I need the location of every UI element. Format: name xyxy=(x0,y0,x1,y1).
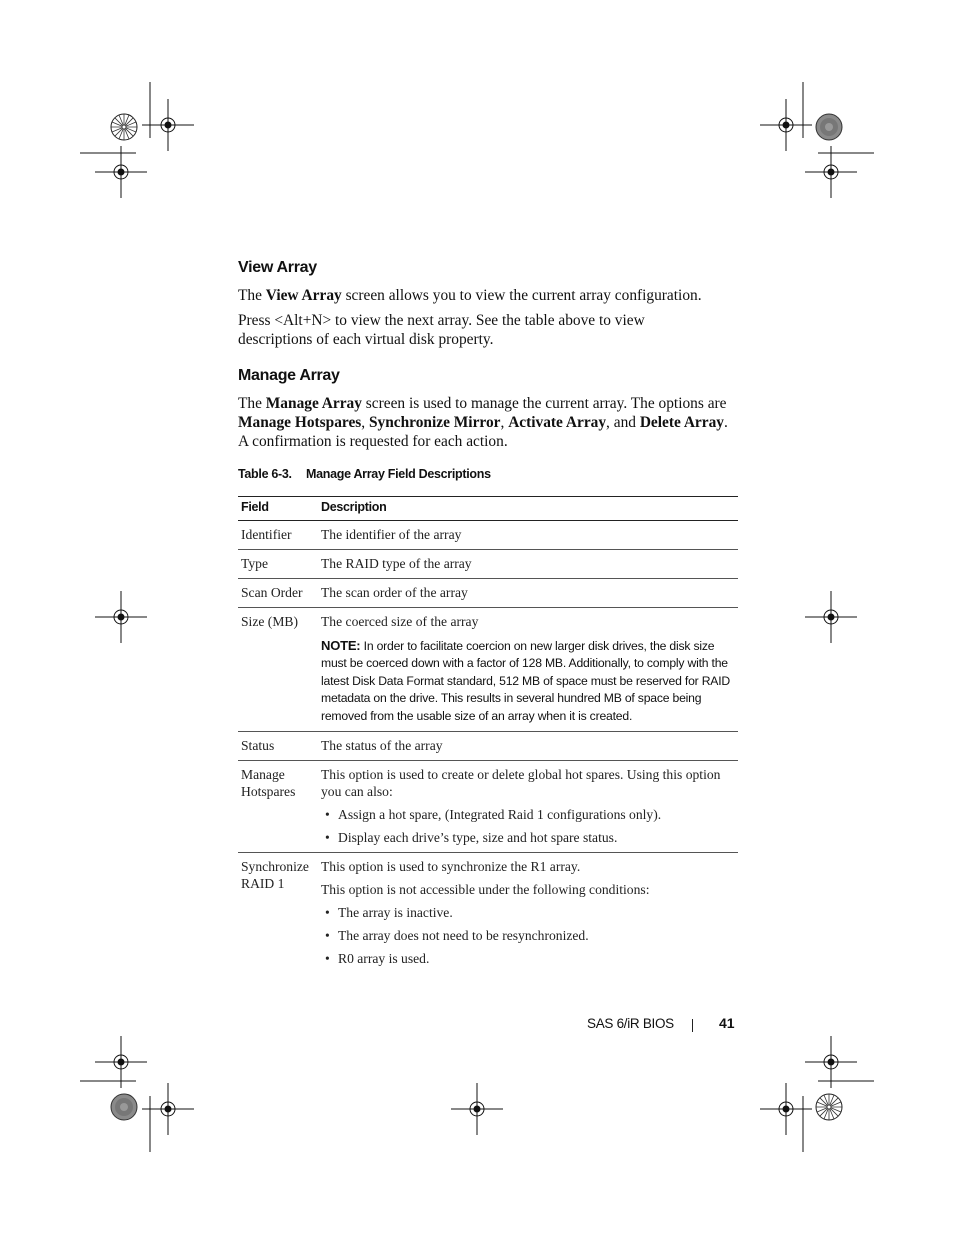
sync-conditions-intro: This option is not accessible under the following conditions: xyxy=(321,882,650,898)
size-description: The coerced size of the array xyxy=(321,614,479,629)
list-item: • The array does not need to be resynchronized. xyxy=(321,927,735,944)
row-field-status: Status xyxy=(238,732,318,761)
row-field-identifier: Identifier xyxy=(238,521,318,550)
table-row xyxy=(238,550,738,579)
row-desc-scan-order: The scan order of the array xyxy=(318,579,738,608)
view-array-heading: View Array xyxy=(238,259,317,276)
size-note xyxy=(321,637,735,725)
row-desc-identifier: The identifier of the array xyxy=(318,521,738,550)
table-caption: Table 6-3. Manage Array Field Descriptions xyxy=(238,467,491,481)
row-field-size: Size (MB) xyxy=(238,608,318,732)
hotspares-description: This option is used to create or delete global hot spares. Using this option you can also: xyxy=(321,767,721,800)
row-desc-synchronize-raid1 xyxy=(318,853,738,980)
table-row xyxy=(238,608,738,732)
row-field-scan-order: Scan Order xyxy=(238,579,318,608)
note-text: In order to facilitate coercion on new larger disk drives, the disk size must be coerced down with a factor of 128 MB. Additionally, to comply with the latest Disk Data Format standard, 512 MB of space must be reserved for RAID metadata on the drive. This results in several hundred MB of space being removed from the usable size of an array when it is created. xyxy=(321,639,731,723)
footer-book-title: SAS 6/iR BIOS xyxy=(587,1016,674,1031)
sync-description: This option is used to synchronize the R1 array. xyxy=(321,859,581,875)
hotspares-bullet-list xyxy=(321,806,735,846)
field-descriptions-table xyxy=(238,496,738,979)
row-desc-size xyxy=(318,608,738,732)
column-header-description: Description xyxy=(318,497,738,521)
table-row xyxy=(238,579,738,608)
table-row xyxy=(238,732,738,761)
row-desc-status: The status of the array xyxy=(318,732,738,761)
table-row xyxy=(238,853,738,980)
row-desc-manage-hotspares xyxy=(318,761,738,853)
list-item: • Display each drive’s type, size and hot spare status. xyxy=(321,829,735,846)
row-field-manage-hotspares: Manage Hotspares xyxy=(238,761,318,853)
row-desc-type: The RAID type of the array xyxy=(318,550,738,579)
column-header-field: Field xyxy=(238,497,318,521)
note-label: NOTE: xyxy=(321,638,361,653)
table-row xyxy=(238,521,738,550)
manage-array-paragraph: The Manage Array screen is used to manage the current array. The options are Manage Hotspares, Synchronize Mirror, Activate Array, and Delete Array. A confirmation is requested for each action. xyxy=(238,395,728,450)
row-field-synchronize-raid1: Synchronize RAID 1 xyxy=(241,859,309,892)
list-item: • Assign a hot spare, (Integrated Raid 1 configurations only). xyxy=(321,806,735,823)
page-number: 41 xyxy=(719,1015,735,1031)
table-row xyxy=(238,761,738,853)
row-field-type: Type xyxy=(238,550,318,579)
list-item: • The array is inactive. xyxy=(321,904,735,921)
sync-bullet-list xyxy=(321,904,735,967)
table-header-row xyxy=(238,497,738,521)
list-item: • R0 array is used. xyxy=(321,950,735,967)
view-array-paragraph-2: Press <Alt+N> to view the next array. See the table above to view descriptions of each virtual disk property. xyxy=(238,312,645,348)
view-array-paragraph-1: The View Array screen allows you to view the current array configuration. xyxy=(238,287,702,304)
manage-array-heading: Manage Array xyxy=(238,367,340,384)
footer-separator xyxy=(692,1019,693,1032)
